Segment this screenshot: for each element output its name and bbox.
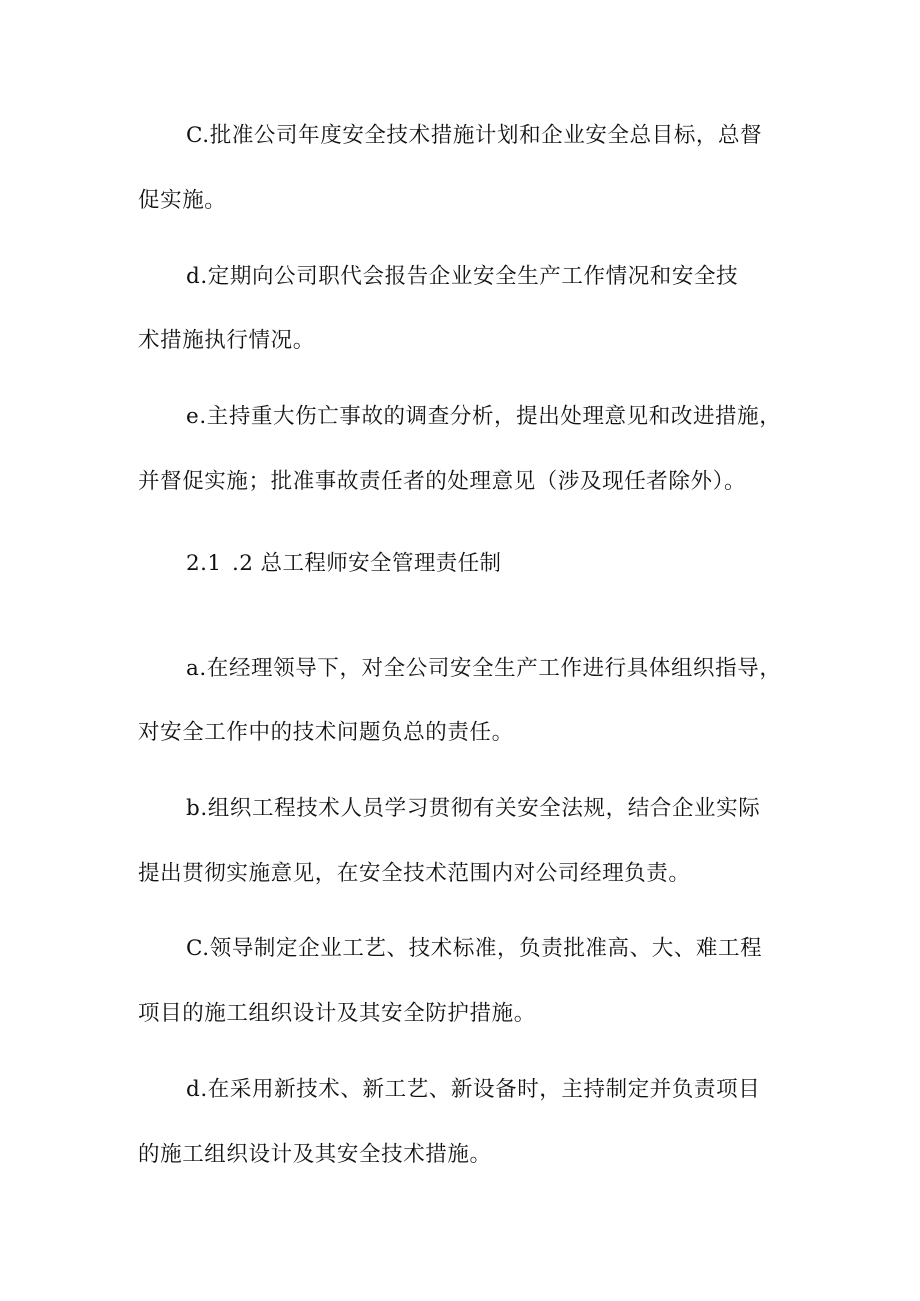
paragraph-e-line-1: e.主持重大伤亡事故的调查分析，提出处理意见和改进措施， <box>186 404 782 429</box>
paragraph-d2-line-1: d.在采用新技术、新工艺、新设备时，主持制定并负责项目 <box>186 1077 761 1102</box>
paragraph-a-line-2: 对安全工作中的技术问题负总的责任。 <box>138 720 514 745</box>
paragraph-d2-line-2: 的施工组织设计及其安全技术措施。 <box>138 1142 492 1167</box>
paragraph-e-line-2: 并督促实施；批准事故责任者的处理意见（涉及现任者除外）。 <box>138 469 747 494</box>
paragraph-d-line-1: d.定期向公司职代会报告企业安全生产工作情况和安全技 <box>186 264 739 289</box>
paragraph-d-line-2: 术措施执行情况。 <box>138 328 315 353</box>
paragraph-b-line-1: b.组织工程技术人员学习贯彻有关安全法规，结合企业实际 <box>186 796 761 821</box>
section-number: 2.1 <box>186 551 222 576</box>
paragraph-a-line-1: a.在经理领导下，对全公司安全生产工作进行具体组织指导， <box>186 656 782 681</box>
section-heading <box>186 549 846 579</box>
paragraph-c2-line-2: 项目的施工组织设计及其安全防护措施。 <box>138 1001 536 1026</box>
paragraph-c2-line-1: C.领导制定企业工艺、技术标准，负责批准高、大、难工程 <box>186 936 763 961</box>
paragraph-b-line-2: 提出贯彻实施意见，在安全技术范围内对公司经理负责。 <box>138 861 691 886</box>
section-title: .2 总工程师安全管理责任制 <box>232 551 502 576</box>
paragraph-c-line-1: C.批准公司年度安全技术措施计划和企业安全总目标，总督 <box>186 123 763 148</box>
paragraph-c-line-2: 促实施。 <box>138 188 227 213</box>
